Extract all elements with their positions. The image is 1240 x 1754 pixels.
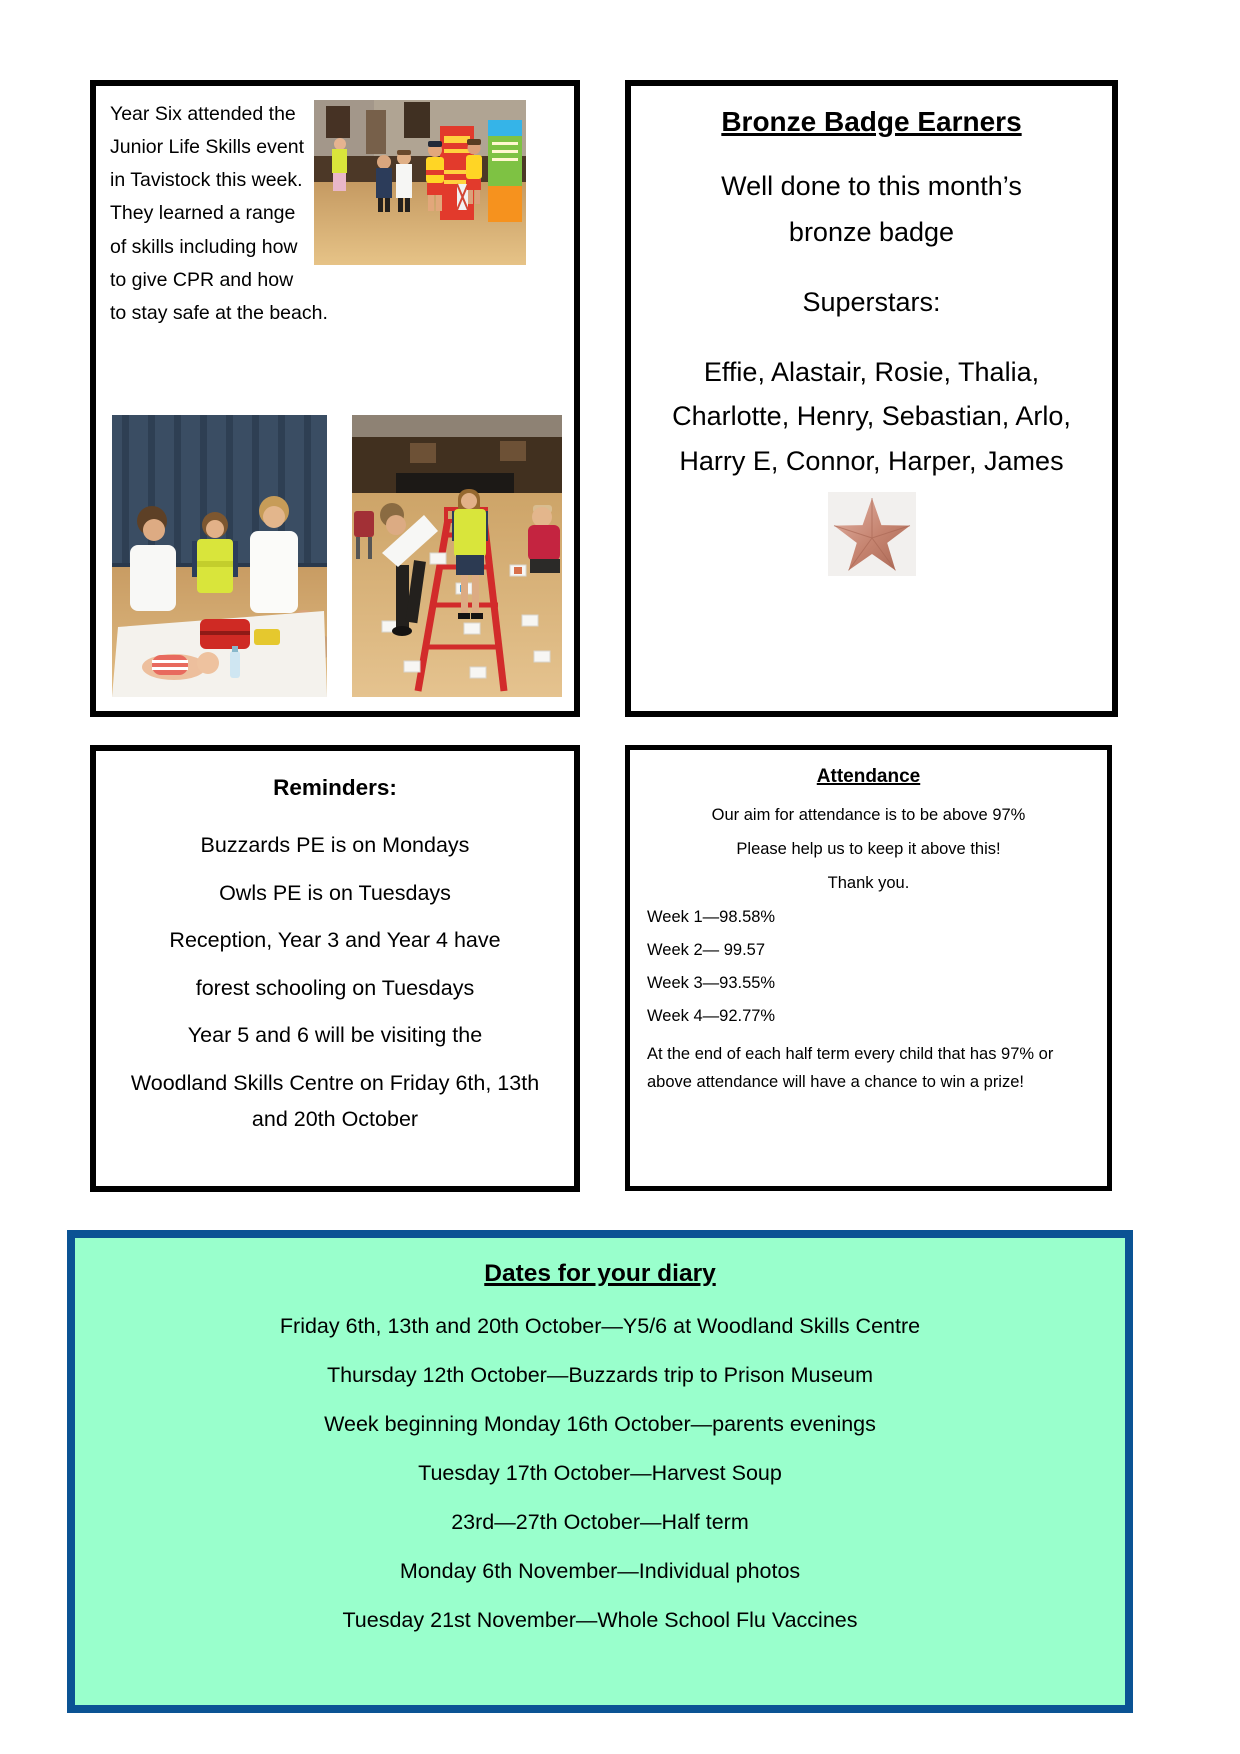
reminder-line: Reception, Year 3 and Year 4 have: [169, 928, 501, 953]
attendance-week-1: Week 1—98.58%: [647, 908, 776, 926]
bronze-badge-title: Bronze Badge Earners: [721, 106, 1022, 137]
attendance-box: [625, 745, 1112, 1191]
reminder-line: forest schooling on Tuesdays: [195, 975, 475, 1000]
attendance-week-2: Week 2— 99.57: [647, 941, 766, 959]
bronze-star-graphic: [828, 492, 916, 576]
diary-entry: Week beginning Monday 16th October—parents evenings: [324, 1411, 876, 1436]
cpr-practice-illustration: [112, 415, 327, 697]
reminder-line: Buzzards PE is on Mondays: [200, 833, 470, 857]
diary-entry: 23rd—27th October—Half term: [451, 1509, 749, 1534]
bronze-badge-names: Effie, Alastair, Rosie, Thalia, Charlotte, Henry, Sebastian, Arlo, Harry E, Connor, Harper, James: [672, 356, 1071, 477]
dates-for-your-diary-box: [67, 1230, 1133, 1713]
reminders-box: [90, 745, 580, 1192]
junior-life-skills-event-hall-photo: [314, 100, 526, 265]
life-skills-photos-row: [112, 415, 562, 702]
attendance-title: Attendance: [816, 766, 921, 787]
diary-entry: Monday 6th November—Individual photos: [399, 1558, 801, 1583]
reminder-line: Owls PE is on Tuesdays: [219, 880, 451, 905]
bronze-star-icon: [828, 492, 916, 576]
superstars-label: Superstars:: [802, 286, 941, 317]
diary-entry: Friday 6th, 13th and 20th October—Y5/6 at Woodland Skills Centre: [279, 1314, 921, 1338]
attendance-thanks-line: Thank you.: [827, 874, 910, 892]
diary-entry: Thursday 12th October—Buzzards trip to Prison Museum: [326, 1362, 874, 1387]
attendance-week-4: Week 4—92.77%: [647, 1007, 776, 1025]
floor-game-illustration: [352, 415, 562, 697]
diary-title: Dates for your diary: [484, 1260, 716, 1287]
reminders-title: Reminders:: [273, 775, 397, 800]
diary-entry: Tuesday 17th October—Harvest Soup: [418, 1460, 782, 1485]
reminder-line: Woodland Skills Centre on Friday 6th, 13th and 20th October: [130, 1070, 540, 1132]
attendance-week-3: Week 3—93.55%: [647, 974, 776, 992]
diary-entry: Tuesday 21st November—Whole School Flu Vaccines: [342, 1607, 858, 1632]
cpr-practice-photo: [112, 415, 327, 702]
bronze-badge-subtitle: Well done to this month’s bronze badge: [721, 171, 1022, 247]
reminder-line: Year 5 and 6 will be visiting the: [187, 1023, 483, 1048]
event-hall-illustration: [314, 100, 526, 265]
attendance-help-line: Please help us to keep it above this!: [736, 840, 1001, 858]
beach-safety-floor-game-photo: [352, 415, 562, 702]
life-skills-box: [90, 80, 580, 717]
life-skills-paragraph: Year Six attended the Junior Life Skills event in Tavistock this week. They learned a range of skills including how to give CPR and how to stay safe at the beach.: [110, 103, 328, 324]
attendance-aim-line: Our aim for attendance is to be above 97%: [711, 806, 1026, 824]
bronze-badge-box: [625, 80, 1118, 717]
attendance-prize-note: At the end of each half term every child that has 97% or above attendance will have a chance to win a prize!: [647, 1045, 1054, 1092]
